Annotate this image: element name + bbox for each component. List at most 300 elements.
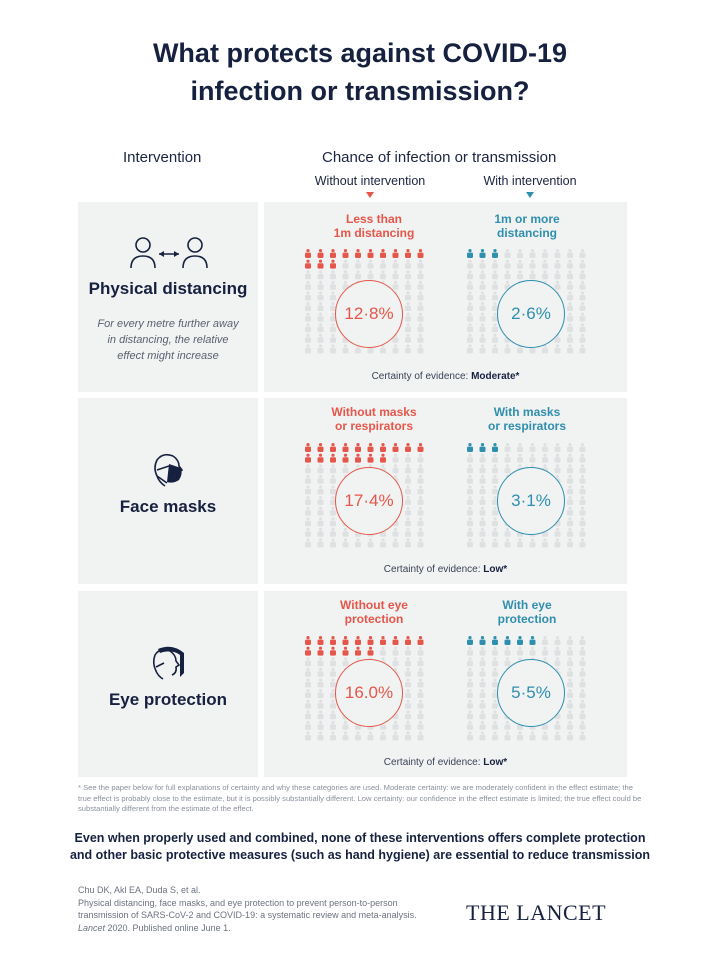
certainty-footnote: * See the paper below for full explanations of certainty and why these categories are used. Moderate certainty: we are moderately confident in the effect estimate; the true effect is probably close to the estimate, but it is possibly substantially different. Low certainty: our confidence in the effect estimate is limited; the true effect could be substantially different from the estimate of the effect. [78,783,642,813]
person-icon [467,636,473,645]
person-icon [467,496,473,505]
reference-authors: Chu DK, Akl EA, Duda S, et al. [78,885,201,895]
person-icon [555,464,561,473]
intervention-name-distancing: Physical distancing [88,279,248,298]
person-icon [355,647,361,656]
person-icon [517,731,523,740]
person-icon [542,249,548,258]
person-icon [567,302,573,311]
person-icon [480,528,486,537]
person-icon [492,443,498,452]
person-icon [405,700,411,709]
person-icon [480,454,486,463]
person-icon [305,443,311,452]
person-icon [343,464,349,473]
person-icon [305,496,311,505]
person-icon [393,657,399,666]
person-icon [580,517,586,526]
person-icon [393,636,399,645]
with-arrow-icon [526,192,534,198]
person-icon [318,689,324,698]
person-icon [480,731,486,740]
person-icon [405,475,411,484]
person-icon [405,313,411,322]
person-icon [492,334,498,343]
person-icon [567,313,573,322]
person-icon [405,647,411,656]
person-icon [380,647,386,656]
person-icon [517,443,523,452]
person-icon [305,291,311,300]
person-icon [418,538,424,547]
person-icon [305,475,311,484]
person-icon [567,538,573,547]
person-icon [580,443,586,452]
person-icon [330,443,336,452]
person-icon [330,668,336,677]
person-icon [343,443,349,452]
person-icon [542,636,548,645]
eye-certainty: Certainty of evidence: Low* [383,757,508,768]
person-icon [318,678,324,687]
person-icon [343,636,349,645]
person-icon [555,281,561,290]
person-icon [330,270,336,279]
certainty-value: Moderate* [471,371,520,382]
person-icon [305,647,311,656]
person-icon [380,260,386,269]
person-icon [330,344,336,353]
person-icon [467,313,473,322]
person-icon [530,636,536,645]
person-icon [330,647,336,656]
person-icon [555,454,561,463]
reference-title-1: Physical distancing, face masks, and eye protection to prevent person-to-person [78,897,398,908]
person-icon [368,443,374,452]
masks-with-label: With masks or respirators [487,405,567,433]
person-icon [330,731,336,740]
person-icon [467,528,473,537]
person-icon [305,281,311,290]
person-icon [318,668,324,677]
person-icon [418,647,424,656]
person-icon [418,281,424,290]
person-icon [418,657,424,666]
person-icon [480,517,486,526]
person-icon [567,710,573,719]
person-icon [343,721,349,730]
person-icon [405,517,411,526]
person-icon [405,689,411,698]
person-icon [318,443,324,452]
person-icon [555,636,561,645]
eye-with-percent: 5·5% [497,659,565,727]
person-icon [467,281,473,290]
person-icon [418,668,424,677]
person-icon [393,731,399,740]
person-icon [467,710,473,719]
person-icon [305,249,311,258]
person-icon [555,249,561,258]
without-arrow-icon [366,192,374,198]
person-icon [542,443,548,452]
person-icon [580,313,586,322]
person-icon [405,731,411,740]
person-icon [418,528,424,537]
person-icon [467,485,473,494]
person-icon [418,260,424,269]
person-icon [355,260,361,269]
person-icon [467,647,473,656]
person-icon [318,291,324,300]
person-icon [467,443,473,452]
row-distancing-intervention [78,202,258,392]
person-icon [355,538,361,547]
reference [78,884,478,934]
person-icon [305,334,311,343]
person-icon [368,260,374,269]
person-icon [380,443,386,452]
person-icon [418,443,424,452]
distancing-without-percent: 12·8% [335,280,403,348]
person-icon [480,334,486,343]
person-icon [480,344,486,353]
person-icon [480,657,486,666]
person-icon [555,528,561,537]
person-icon [405,344,411,353]
person-icon [580,496,586,505]
person-icon [492,454,498,463]
person-icon [580,344,586,353]
person-icon [380,636,386,645]
person-icon [567,281,573,290]
person-icon [330,323,336,332]
masks-without-percent: 17·4% [335,467,403,535]
person-icon [555,270,561,279]
person-icon [567,344,573,353]
person-icon [467,334,473,343]
person-icon [580,678,586,687]
person-icon [405,302,411,311]
distancing-certainty: Certainty of evidence: Moderate* [371,371,520,382]
person-icon [393,344,399,353]
person-icon [305,270,311,279]
person-icon [480,323,486,332]
person-icon [305,700,311,709]
person-icon [480,475,486,484]
lancet-logo: THE LANCET [466,900,607,925]
person-icon [580,485,586,494]
person-icon [405,323,411,332]
person-icon [567,496,573,505]
person-icon [418,270,424,279]
person-icon [343,538,349,547]
person-icon [330,721,336,730]
person-icon [418,496,424,505]
person-icon [393,249,399,258]
person-icon [318,302,324,311]
person-icon [305,678,311,687]
person-icon [405,710,411,719]
person-icon [318,249,324,258]
without-intervention-header: Without intervention [314,174,426,188]
person-icon [330,538,336,547]
row-masks-intervention [78,398,258,584]
person-icon [567,249,573,258]
person-icon [567,689,573,698]
person-icon [492,636,498,645]
certainty-value: Low* [483,564,508,575]
person-icon [555,443,561,452]
person-icon [405,281,411,290]
person-icon [555,647,561,656]
person-icon [567,647,573,656]
person-icon [505,454,511,463]
person-icon [580,323,586,332]
person-icon [580,249,586,258]
person-icon [380,731,386,740]
person-icon [418,464,424,473]
person-icon [492,291,498,300]
masks-certainty: Certainty of evidence: Low* [383,564,508,575]
person-icon [355,731,361,740]
person-icon [355,443,361,452]
person-icon [318,334,324,343]
person-icon [467,249,473,258]
person-icon [305,657,311,666]
person-icon [318,475,324,484]
person-icon [555,721,561,730]
person-icon [505,528,511,537]
person-icon [467,302,473,311]
person-icon [467,678,473,687]
person-icon [492,647,498,656]
person-icon [368,731,374,740]
person-icon [480,636,486,645]
person-icon [380,270,386,279]
person-icon [405,334,411,343]
person-icon [530,260,536,269]
person-icon [567,260,573,269]
person-icon [330,710,336,719]
person-icon [492,323,498,332]
person-icon [305,528,311,537]
person-icon [418,334,424,343]
person-icon [467,700,473,709]
person-icon [418,710,424,719]
person-icon [467,538,473,547]
person-icon [567,657,573,666]
person-icon [405,260,411,269]
person-icon [580,528,586,537]
person-icon [418,678,424,687]
person-icon [480,485,486,494]
person-icon [467,517,473,526]
person-icon [480,464,486,473]
face-shield-icon [150,643,190,683]
person-icon [480,721,486,730]
eye-without-label: Without eye protection [340,598,408,626]
person-icon [355,270,361,279]
person-icon [405,636,411,645]
person-icon [318,657,324,666]
person-icon [480,668,486,677]
with-intervention-header: With intervention [483,174,577,188]
person-icon [480,260,486,269]
person-icon [492,517,498,526]
person-icon [418,636,424,645]
person-icon [405,528,411,537]
person-icon [318,344,324,353]
person-icon [418,313,424,322]
person-icon [480,281,486,290]
person-icon [555,731,561,740]
person-icon [555,657,561,666]
person-icon [517,647,523,656]
person-icon [530,454,536,463]
person-icon [405,538,411,547]
distancing-with-label: 1m or more distancing [494,212,560,240]
person-icon [305,636,311,645]
person-icon [330,464,336,473]
person-icon [492,260,498,269]
row-eye-intervention [78,591,258,777]
person-icon [305,721,311,730]
person-icon [480,302,486,311]
person-icon [318,517,324,526]
person-icon [567,443,573,452]
person-icon [330,291,336,300]
masks-with-percent: 3·1% [497,467,565,535]
person-icon [492,249,498,258]
person-icon [580,538,586,547]
person-icon [492,528,498,537]
person-icon [567,485,573,494]
person-icon [393,260,399,269]
person-icon [343,731,349,740]
person-icon [330,528,336,537]
person-icon [418,731,424,740]
person-icon [542,731,548,740]
reference-citation: Lancet 2020. Published online June 1. [78,922,231,933]
person-icon [418,485,424,494]
person-icon [542,647,548,656]
person-icon [480,710,486,719]
person-icon [368,647,374,656]
person-icon [368,454,374,463]
person-icon [343,344,349,353]
distancing-icon [128,234,210,270]
person-icon [393,454,399,463]
person-icon [580,281,586,290]
person-icon [393,528,399,537]
person-icon [418,323,424,332]
certainty-value: Low* [483,757,508,768]
title-line-1: What protects against COVID-19 [152,38,568,68]
person-icon [580,302,586,311]
person-icon [517,454,523,463]
person-icon [467,475,473,484]
person-icon [318,454,324,463]
person-icon [418,454,424,463]
person-icon [505,443,511,452]
person-icon [355,454,361,463]
person-icon [330,636,336,645]
person-icon [330,249,336,258]
person-icon [517,636,523,645]
person-icon [542,260,548,269]
person-icon [467,323,473,332]
person-icon [305,538,311,547]
person-icon [330,657,336,666]
person-icon [418,721,424,730]
person-icon [505,249,511,258]
person-icon [580,475,586,484]
person-icon [480,647,486,656]
intervention-name-masks: Face masks [119,497,217,516]
person-icon [393,281,399,290]
person-icon [542,538,548,547]
person-icon [318,721,324,730]
row-distancing-chart [264,202,627,392]
person-icon [467,657,473,666]
person-icon [405,270,411,279]
person-icon [580,721,586,730]
person-icon [555,538,561,547]
person-icon [305,710,311,719]
person-icon [305,517,311,526]
person-icon [567,334,573,343]
person-icon [405,496,411,505]
person-icon [318,710,324,719]
person-icon [405,668,411,677]
person-icon [318,700,324,709]
person-icon [505,260,511,269]
person-icon [393,721,399,730]
person-icon [305,464,311,473]
person-icon [567,721,573,730]
person-icon [368,249,374,258]
person-icon [567,668,573,677]
person-icon [580,464,586,473]
person-icon [580,710,586,719]
person-icon [567,636,573,645]
person-icon [330,260,336,269]
masks-without-label: Without masks or respirators [331,405,417,433]
person-icon [492,721,498,730]
person-icon [318,507,324,516]
person-icon [580,657,586,666]
person-icon [330,334,336,343]
person-icon [467,270,473,279]
person-icon [393,443,399,452]
person-icon [318,538,324,547]
person-icon [505,270,511,279]
person-icon [418,249,424,258]
person-icon [480,270,486,279]
person-icon [505,647,511,656]
person-icon [467,454,473,463]
person-icon [467,260,473,269]
person-icon [480,700,486,709]
person-icon [480,538,486,547]
person-icon [418,344,424,353]
person-icon [467,721,473,730]
person-icon [318,281,324,290]
person-icon [418,700,424,709]
person-icon [368,538,374,547]
person-icon [318,270,324,279]
